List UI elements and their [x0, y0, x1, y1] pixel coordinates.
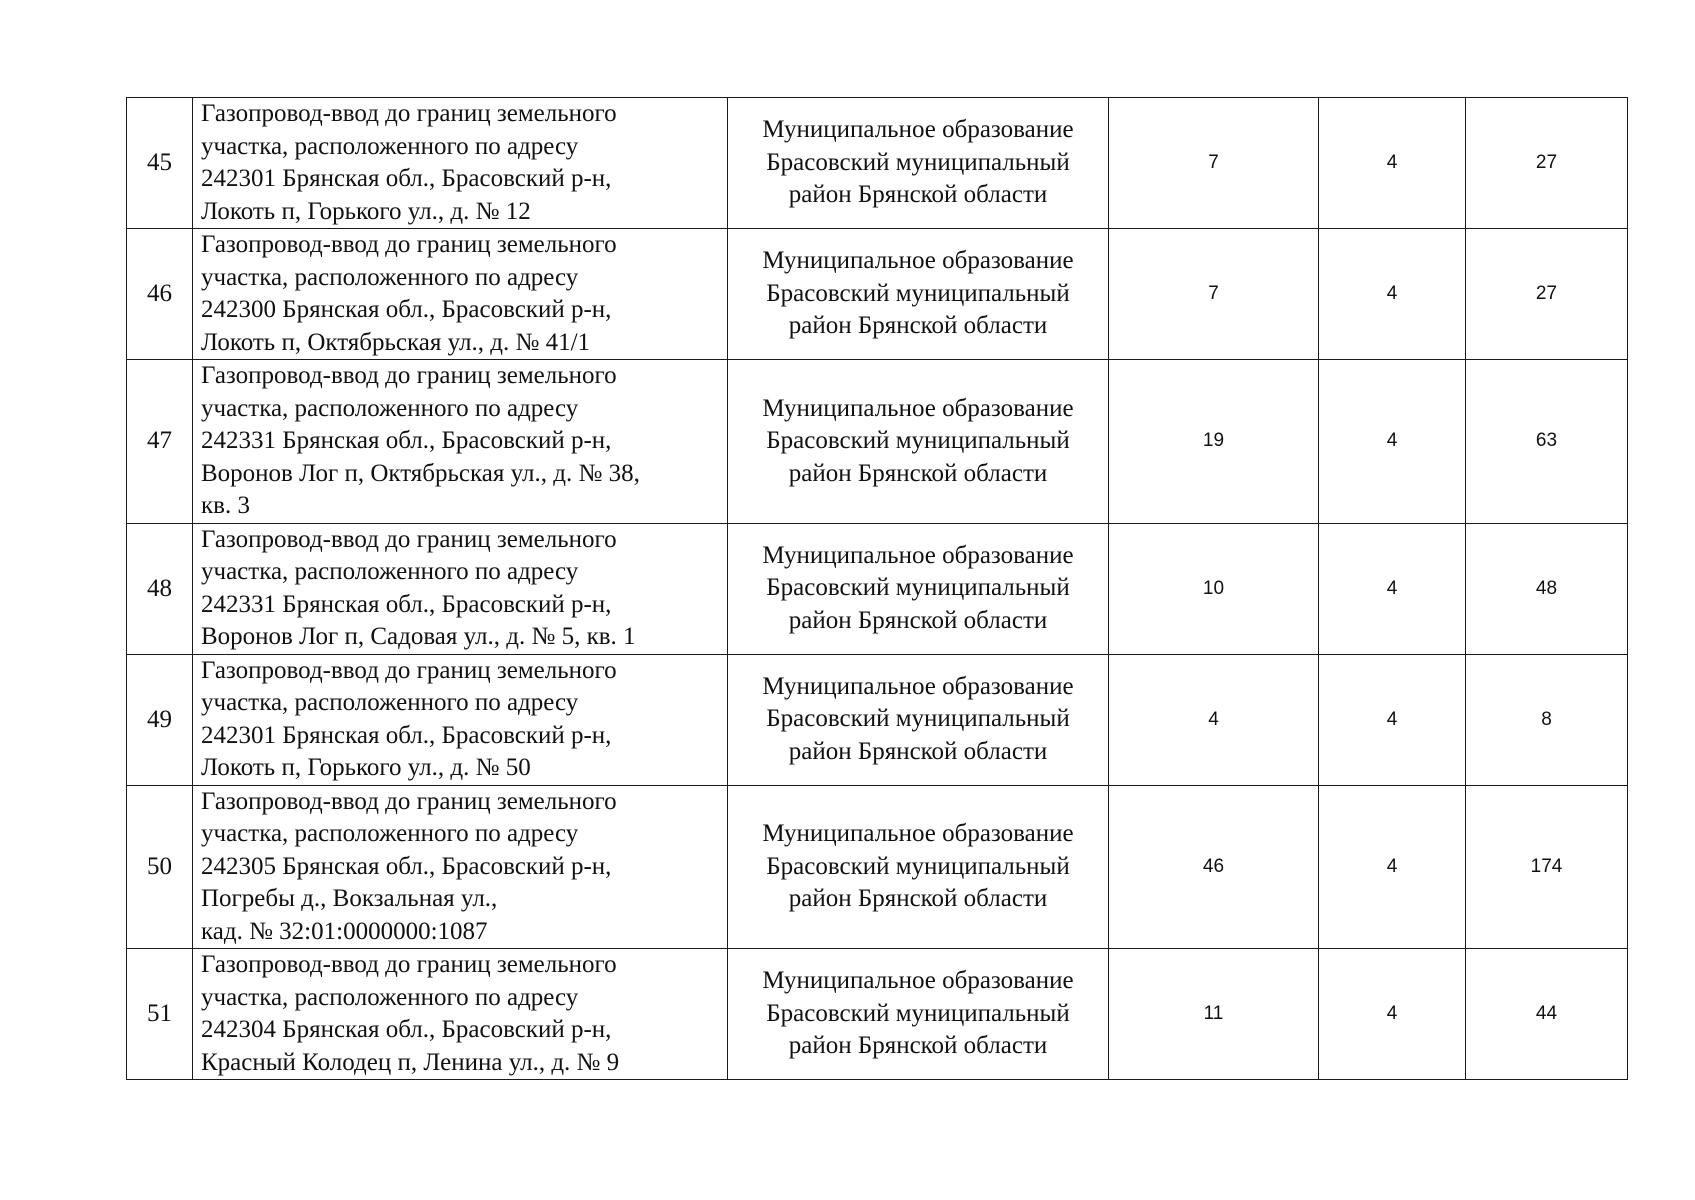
organization-line: Муниципальное образование: [762, 394, 1074, 422]
table-body: [127, 98, 1628, 1080]
value-cell-4: 19: [1109, 360, 1319, 524]
owner-organization: [728, 949, 1109, 1080]
organization-line: Муниципальное образование: [762, 541, 1074, 569]
description-line: Красный Колодец п, Ленина ул., д. № 9: [201, 1048, 620, 1076]
description-line: Газопровод-ввод до границ земельного: [201, 525, 617, 553]
organization-line: Брасовский муниципальный: [766, 148, 1070, 176]
organization-line: Муниципальное образование: [762, 116, 1074, 144]
table-row: [127, 360, 1628, 524]
description-line: участка, расположенного по адресу: [201, 394, 579, 422]
description-line: Газопровод-ввод до границ земельного: [201, 100, 617, 127]
organization-line: Муниципальное образование: [762, 672, 1074, 700]
description-line: Газопровод-ввод до границ земельного: [201, 787, 617, 815]
row-number: 48: [127, 523, 193, 654]
object-description: [193, 949, 728, 1080]
value-cell-4: 7: [1109, 98, 1319, 229]
value-cell-4: 46: [1109, 785, 1319, 949]
description-line: Газопровод-ввод до границ земельного: [201, 656, 617, 684]
owner-organization: [728, 654, 1109, 785]
description-line: 242304 Брянская обл., Брасовский р-н,: [201, 1016, 612, 1043]
value-cell-4: 10: [1109, 523, 1319, 654]
description-line: Локоть п, Горького ул., д. № 50: [201, 754, 531, 781]
row-number: 45: [127, 98, 193, 229]
owner-organization: [728, 229, 1109, 360]
owner-organization: [728, 523, 1109, 654]
description-line: Локоть п, Горького ул., д. № 12: [201, 197, 531, 225]
description-line: 242300 Брянская обл., Брасовский р-н,: [201, 296, 612, 323]
organization-line: Брасовский муниципальный: [766, 279, 1070, 307]
description-line: Газопровод-ввод до границ земельного: [201, 362, 617, 389]
value-cell-5: 4: [1319, 654, 1466, 785]
row-number: 47: [127, 360, 193, 524]
table-row: [127, 98, 1628, 229]
description-line: участка, расположенного по адресу: [201, 132, 579, 160]
value-cell-5: 4: [1319, 949, 1466, 1080]
value-cell-4: 4: [1109, 654, 1319, 785]
description-line: участка, расположенного по адресу: [201, 558, 579, 585]
value-cell-5: 4: [1319, 523, 1466, 654]
description-line: 242331 Брянская обл., Брасовский р-н,: [201, 590, 612, 618]
description-line: участка, расположенного по адресу: [201, 820, 579, 847]
owner-organization: [728, 785, 1109, 949]
description-line: 242305 Брянская обл., Брасовский р-н,: [201, 852, 612, 880]
object-description: [193, 229, 728, 360]
object-description: [193, 523, 728, 654]
description-line: участка, расположенного по адресу: [201, 263, 579, 291]
organization-line: Муниципальное образование: [762, 820, 1074, 847]
description-line: Воронов Лог п, Садовая ул., д. № 5, кв. 1: [201, 623, 636, 650]
organization-line: Брасовский муниципальный: [766, 999, 1070, 1027]
table-row: [127, 229, 1628, 360]
value-cell-6: 48: [1466, 523, 1628, 654]
description-line: Газопровод-ввод до границ земельного: [201, 951, 617, 978]
table-row: [127, 785, 1628, 949]
description-line: 242301 Брянская обл., Брасовский р-н,: [201, 721, 612, 749]
description-line: 242331 Брянская обл., Брасовский р-н,: [201, 427, 612, 454]
organization-line: Муниципальное образование: [762, 967, 1074, 995]
value-cell-6: 27: [1466, 98, 1628, 229]
description-line: Газопровод-ввод до границ земельного: [201, 231, 617, 258]
organization-line: район Брянской области: [788, 181, 1048, 209]
value-cell-5: 4: [1319, 785, 1466, 949]
row-number: 51: [127, 949, 193, 1080]
value-cell-6: 63: [1466, 360, 1628, 524]
description-line: участка, расположенного по адресу: [201, 689, 579, 716]
row-number: 49: [127, 654, 193, 785]
description-line: кв. 3: [201, 492, 250, 519]
table-row: [127, 654, 1628, 785]
value-cell-6: 44: [1466, 949, 1628, 1080]
object-description: [193, 98, 728, 229]
row-number: 50: [127, 785, 193, 949]
value-cell-5: 4: [1319, 98, 1466, 229]
description-line: кад. № 32:01:0000000:1087: [201, 917, 488, 945]
organization-line: Брасовский муниципальный: [766, 574, 1070, 602]
value-cell-6: 27: [1466, 229, 1628, 360]
description-line: Локоть п, Октябрьская ул., д. № 41/1: [201, 328, 591, 356]
value-cell-6: 8: [1466, 654, 1628, 785]
organization-line: район Брянской области: [788, 885, 1048, 912]
organization-line: район Брянской области: [788, 459, 1048, 487]
organization-line: район Брянской области: [788, 1032, 1048, 1060]
organization-line: Брасовский муниципальный: [766, 427, 1070, 454]
organization-line: район Брянской области: [788, 312, 1048, 340]
gas-pipeline-registry-table: [126, 97, 1628, 1080]
value-cell-5: 4: [1319, 229, 1466, 360]
description-line: Воронов Лог п, Октябрьская ул., д. № 38,: [201, 459, 640, 487]
owner-organization: [728, 360, 1109, 524]
value-cell-4: 7: [1109, 229, 1319, 360]
value-cell-5: 4: [1319, 360, 1466, 524]
organization-line: район Брянской области: [788, 606, 1048, 634]
row-number: 46: [127, 229, 193, 360]
organization-line: район Брянской области: [788, 737, 1048, 765]
description-line: Погребы д., Вокзальная ул.,: [201, 885, 498, 912]
organization-line: Муниципальное образование: [762, 247, 1074, 275]
table-row: [127, 523, 1628, 654]
object-description: [193, 360, 728, 524]
description-line: участка, расположенного по адресу: [201, 983, 579, 1011]
organization-line: Брасовский муниципальный: [766, 705, 1070, 733]
value-cell-4: 11: [1109, 949, 1319, 1080]
description-line: 242301 Брянская обл., Брасовский р-н,: [201, 165, 612, 192]
object-description: [193, 785, 728, 949]
owner-organization: [728, 98, 1109, 229]
value-cell-6: 174: [1466, 785, 1628, 949]
table-row: [127, 949, 1628, 1080]
organization-line: Брасовский муниципальный: [766, 852, 1070, 880]
object-description: [193, 654, 728, 785]
